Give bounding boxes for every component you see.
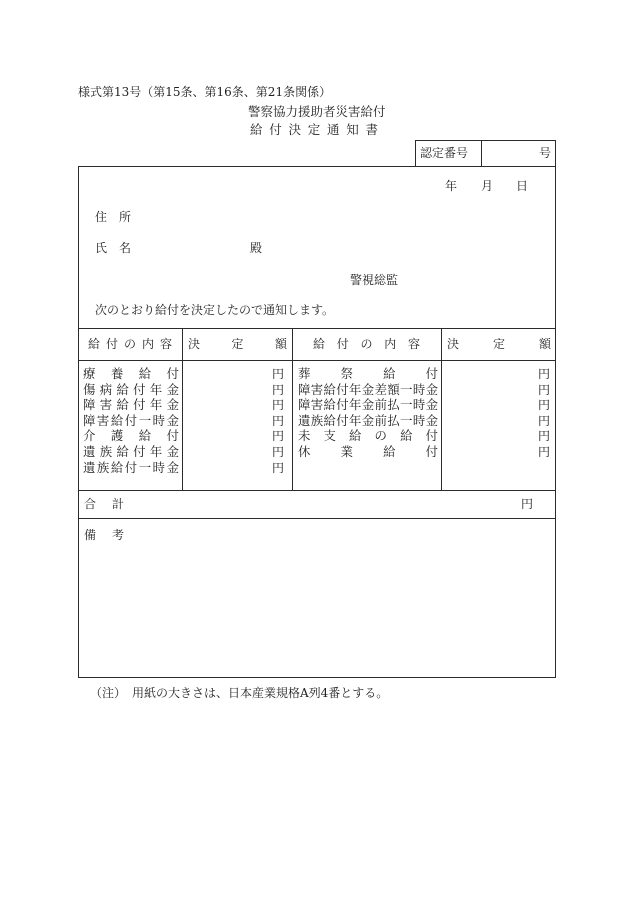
benefit-row-left <box>79 398 292 412</box>
table-header-line <box>79 360 555 361</box>
amount-unit: 円 <box>272 383 285 397</box>
benefit-row-left <box>79 383 292 397</box>
amount-unit: 円 <box>272 414 285 428</box>
issuer: 警視総監 <box>350 273 399 287</box>
benefit-item: 休 業 給 付 <box>298 445 438 459</box>
address-label: 住 所 <box>95 210 131 224</box>
benefit-item: 遺族給付年金前払一時金 <box>298 414 438 428</box>
benefit-item: 葬 祭 給 付 <box>298 367 438 381</box>
amount-unit: 円 <box>272 445 285 459</box>
benefit-item: 未 支 給 の 給 付 <box>298 429 438 443</box>
name-label: 氏 名 <box>95 241 131 255</box>
benefit-item: 傷 病 給 付 年 金 <box>83 383 179 397</box>
total-bottom-line <box>79 518 555 519</box>
date-month-label: 月 <box>481 179 494 193</box>
certification-divider <box>481 141 482 167</box>
date-day-label: 日 <box>516 179 529 193</box>
benefit-item: 介 護 給 付 <box>83 429 179 443</box>
benefit-row-right <box>292 383 555 397</box>
amount-unit: 円 <box>272 367 285 381</box>
benefit-item: 療 養 給 付 <box>83 367 179 381</box>
benefit-item: 障 害 給 付 年 金 <box>83 398 179 412</box>
benefit-row-right <box>292 367 555 381</box>
benefit-row-left <box>79 414 292 428</box>
benefit-row-right <box>292 398 555 412</box>
amount-unit: 円 <box>538 367 551 381</box>
date-year-label: 年 <box>445 179 458 193</box>
certification-number-suffix: 号 <box>539 146 552 160</box>
benefit-row-left <box>79 429 292 443</box>
document-title-line2: 給 付 決 定 通 知 書 <box>250 123 378 137</box>
amount-unit: 円 <box>272 461 285 475</box>
amount-unit: 円 <box>538 383 551 397</box>
amount-unit: 円 <box>538 445 551 459</box>
benefit-item: 障害給付年金差額一時金 <box>298 383 438 397</box>
certification-number-box <box>415 140 556 167</box>
benefit-item: 遺族給付一時金 <box>83 461 179 475</box>
benefit-row-right <box>292 414 555 428</box>
benefit-item: 障害給付年金前払一時金 <box>298 398 438 412</box>
notice-form-box <box>78 166 556 678</box>
benefit-item: 遺 族 給 付 年 金 <box>83 445 179 459</box>
amount-unit: 円 <box>538 429 551 443</box>
total-unit: 円 <box>521 497 534 511</box>
table-top-line <box>79 328 555 329</box>
header-benefit-item-right: 給 付 の 内 容 <box>313 337 420 351</box>
amount-unit: 円 <box>538 398 551 412</box>
document-title-line1: 警察協力援助者災害給付 <box>248 104 386 119</box>
benefit-row-right <box>292 445 555 459</box>
benefit-row-left <box>79 445 292 459</box>
amount-unit: 円 <box>272 429 285 443</box>
certification-number-label: 認定番号 <box>420 146 469 160</box>
amount-unit: 円 <box>538 414 551 428</box>
form-number: 様式第13号（第15条、第16条、第21条関係） <box>78 85 332 99</box>
header-decided-amount-left: 決 定 額 <box>188 337 287 351</box>
benefit-item: 障害給付一時金 <box>83 414 179 428</box>
table-bottom-line <box>79 490 555 491</box>
benefit-row-left <box>79 461 292 475</box>
header-decided-amount-right: 決 定 額 <box>447 337 551 351</box>
notice-text: 次のとおり給付を決定したので通知します。 <box>95 303 335 317</box>
footnote: （注） 用紙の大きさは、日本産業規格A列4番とする。 <box>90 686 389 700</box>
amount-unit: 円 <box>272 398 285 412</box>
total-label: 合 計 <box>84 497 124 511</box>
benefit-row-right <box>292 429 555 443</box>
remarks-label: 備 考 <box>84 528 124 542</box>
benefit-row-left <box>79 367 292 381</box>
header-benefit-item-left: 給 付 の 内 容 <box>88 337 172 351</box>
honorific: 殿 <box>250 241 263 255</box>
